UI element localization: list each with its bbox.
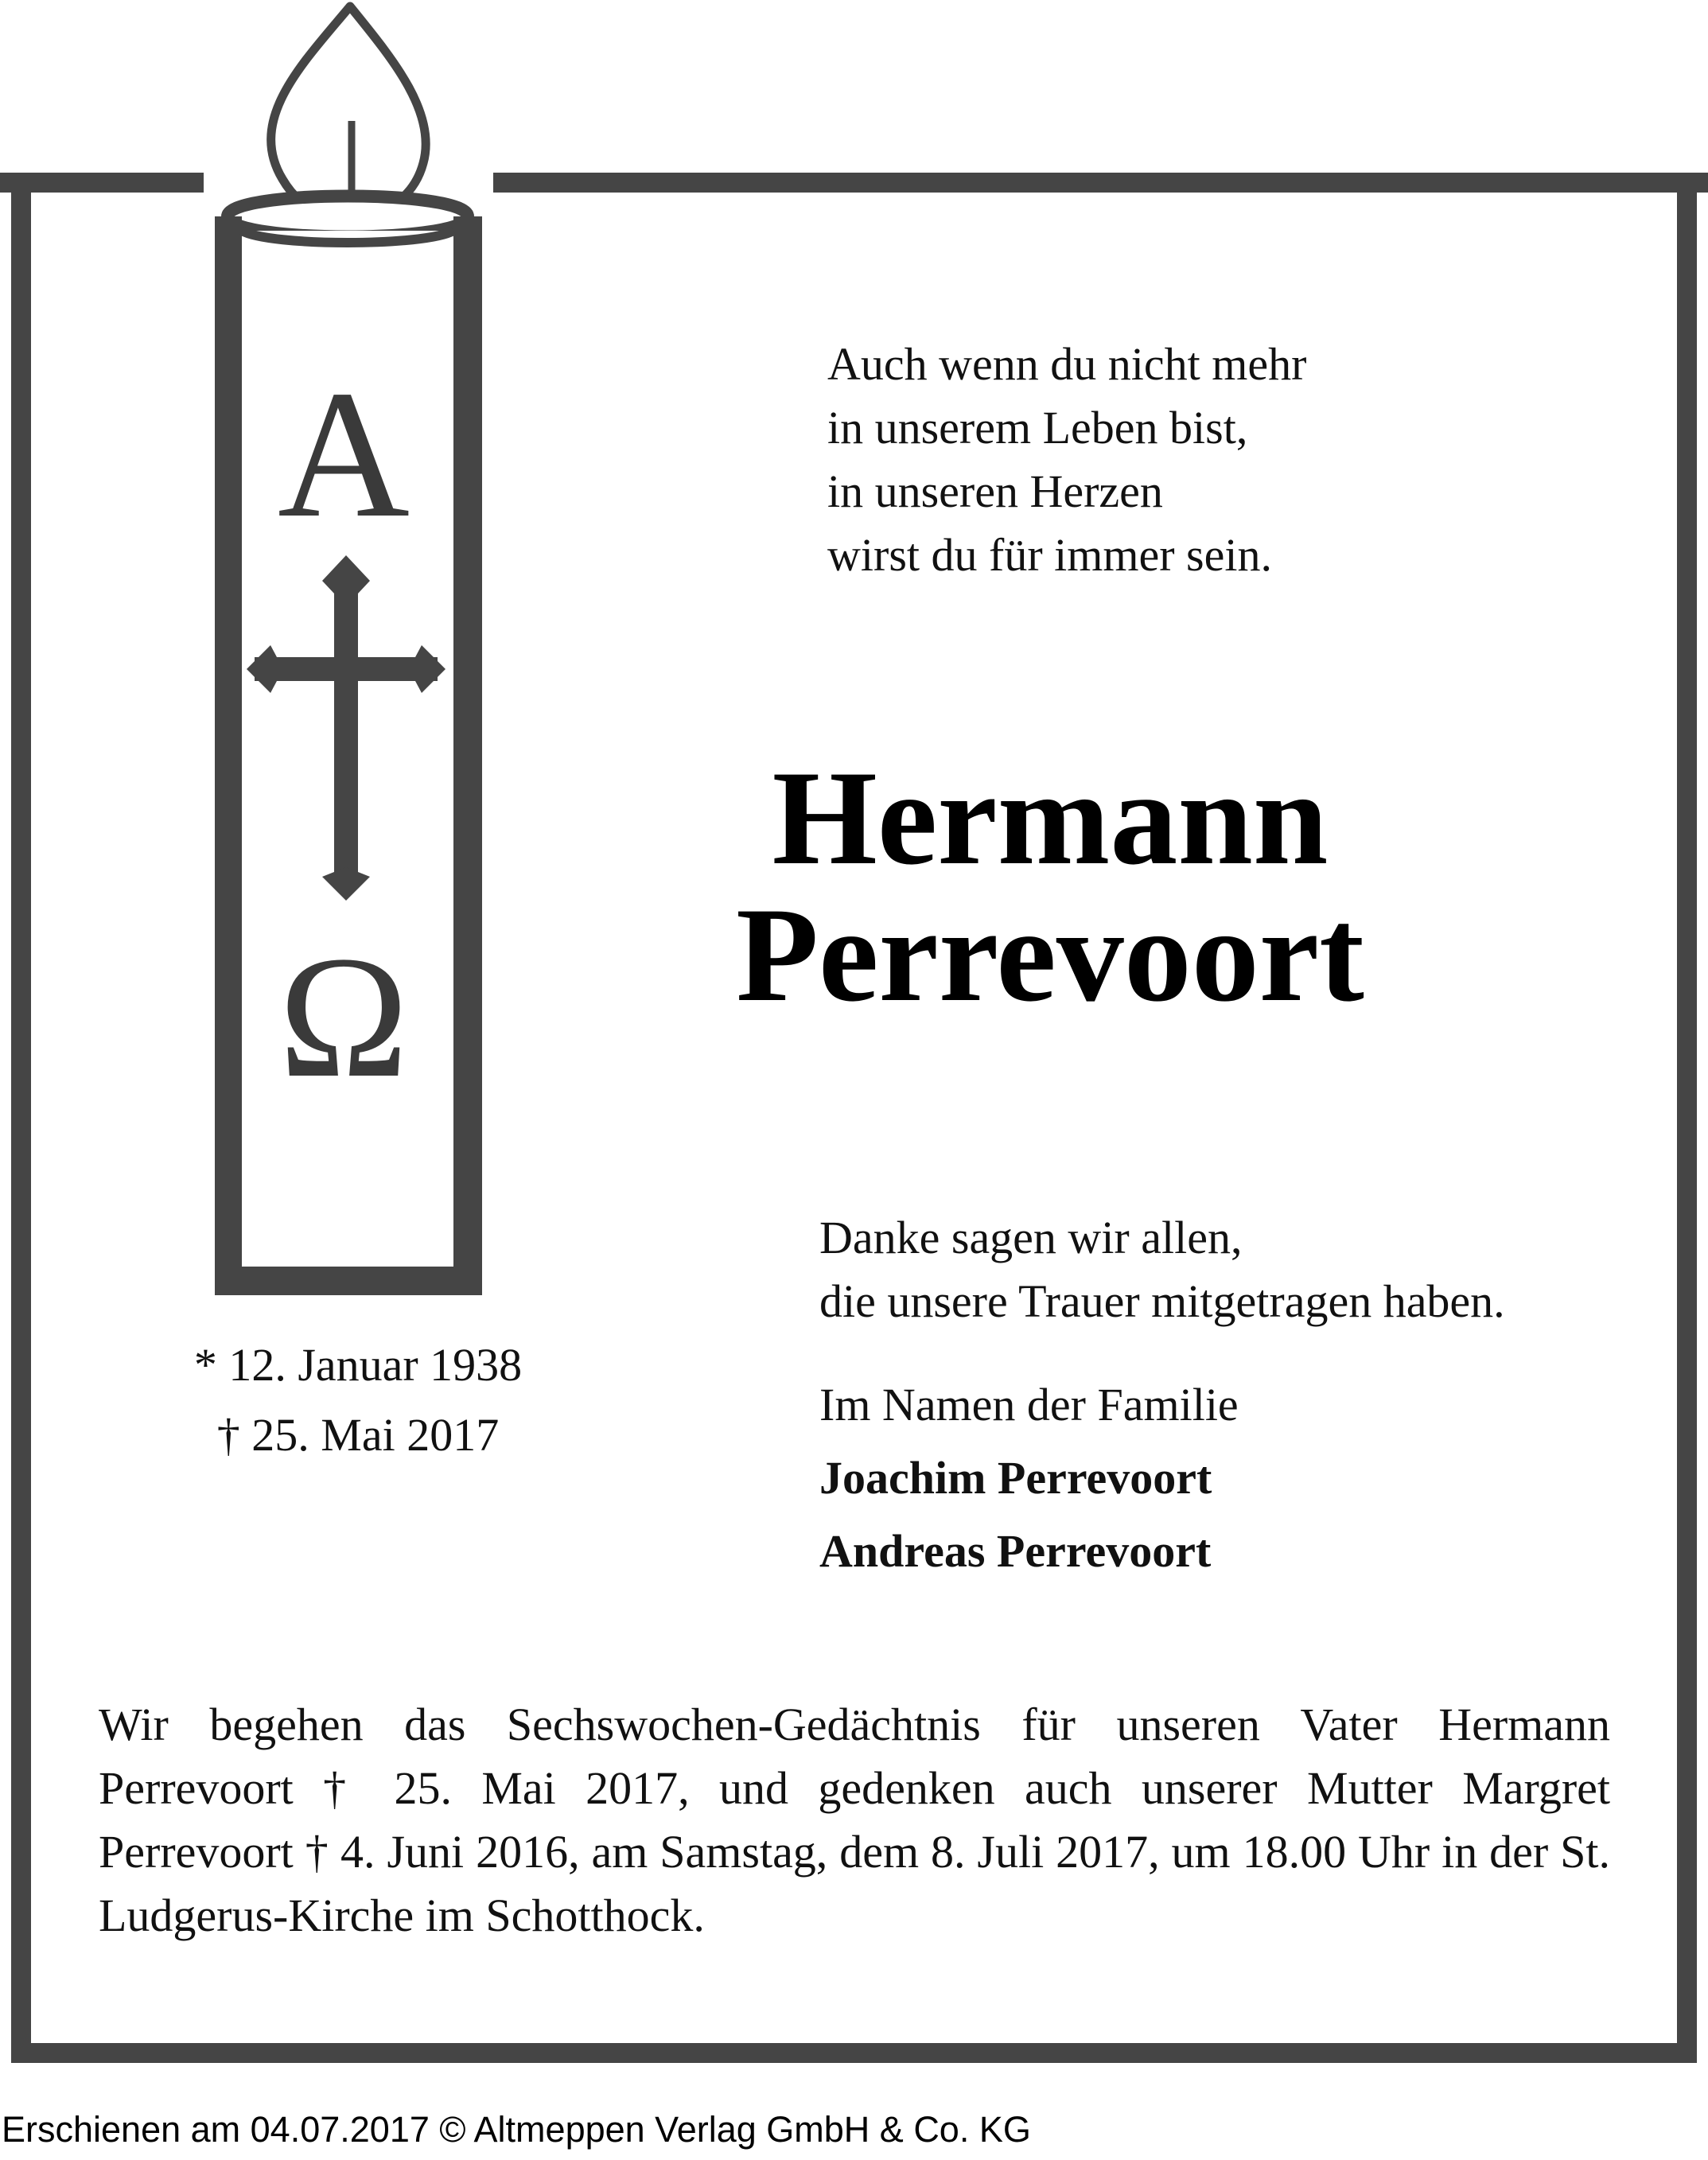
verse-line: in unseren Herzen [827,465,1163,517]
birth-date: * 12. Januar 1938 [193,1339,523,1391]
publication-footer: Erschienen am 04.07.2017 © Altmeppen Verlag GmbH & Co. KG [2,2109,1031,2150]
frame-left [11,173,31,2063]
death-date: † 25. Mai 2017 [216,1409,500,1461]
verse-block [827,333,1306,587]
thanks-block [819,1206,1505,1333]
thanks-line: Danke sagen wir allen, [819,1212,1243,1263]
frame-right [1677,173,1697,2063]
deceased-name [700,743,1400,1029]
frame-bottom [11,2043,1697,2063]
verse-line: Auch wenn du nicht mehr [827,338,1307,390]
verse-line: in unserem Leben bist, [827,402,1248,453]
family-member: Joachim Perrevoort [819,1452,1212,1504]
omega-symbol: Ω [278,920,409,1114]
memorial-announcement [99,1693,1610,1948]
deceased-first-name: Hermann [772,743,1329,893]
memorial-text: Wir begehen das Sechswochen-Gedächtnis für unseren Vater Hermann Perrevoort † 25. Mai 2017, und gedenken auch unserer Mutter Margret Perrevoort † 4. Juni 2016, am Samstag, dem 8. Juli 2017, um 18.00 Uhr in der St. Ludgerus-Kirche im Schotthock. [99,1699,1610,1941]
family-block [819,1368,1239,1588]
family-member: Andreas Perrevoort [819,1525,1212,1577]
family-intro: Im Namen der Familie [819,1379,1239,1430]
frame-top-right [493,173,1708,193]
candle-illustration [215,0,485,1305]
alpha-symbol: A [277,352,410,555]
candle-top-icon [228,197,468,237]
verse-line: wirst du für immer sein. [827,529,1272,581]
deceased-last-name: Perrevoort [736,880,1364,1029]
life-dates [119,1330,597,1470]
thanks-line: die unsere Trauer mitgetragen haben. [819,1275,1505,1327]
